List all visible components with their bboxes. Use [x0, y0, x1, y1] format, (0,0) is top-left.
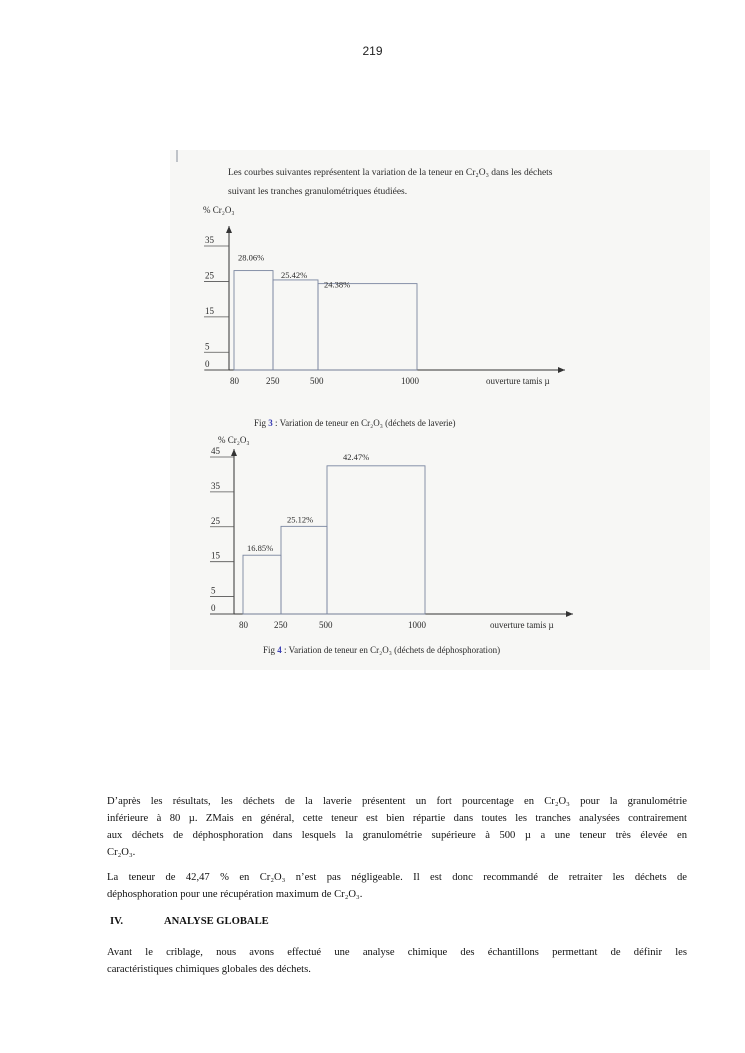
x-tick-label: 250 — [266, 376, 280, 386]
x-tick-label: 500 — [319, 620, 333, 630]
text-line: déphosphoration pour une récupération maximum de Cr₂O₃. — [107, 889, 363, 900]
section-title: ANALYSE GLOBALE — [164, 916, 269, 927]
caption-text: : Variation de teneur en Cr₂O₃ (déchets de laverie) — [272, 418, 456, 428]
y-tick-label: 15 — [211, 550, 220, 561]
y-tick-label: 25 — [211, 515, 220, 526]
y-tick-label: 25 — [205, 270, 214, 281]
text-line: aux déchets de déphosphoration dans lesquels la granulométrie supérieure à 500 µ a une teneur très élevée en — [107, 830, 687, 841]
paragraph-results — [107, 793, 687, 861]
figure-intro-line-2: suivant les tranches granulométriques étudiées. — [228, 187, 408, 197]
y-tick-label: 35 — [211, 480, 220, 491]
text-line: D’après les résultats, les déchets de la laverie présentent un fort pourcentage en Cr₂O₃ pour la granulométrie — [107, 796, 687, 807]
section-number: IV. — [110, 916, 124, 927]
x-tick-label: 1000 — [401, 376, 419, 386]
y-tick-label: 15 — [205, 305, 214, 316]
bar-value-label: 28.06% — [238, 252, 265, 263]
y-axis-arrow — [231, 449, 237, 456]
section-heading — [110, 916, 269, 927]
histogram-bar — [327, 466, 425, 614]
histogram-bar — [243, 555, 281, 614]
y-tick-label: 0 — [205, 359, 210, 369]
bar-value-label: 16.85% — [247, 543, 274, 554]
y-axis-label: % Cr₂O₃ — [203, 205, 235, 215]
y-tick-label: 5 — [205, 341, 210, 352]
x-tick-label: 1000 — [408, 620, 426, 630]
histogram-bar — [281, 526, 327, 614]
y-tick-label: 5 — [211, 585, 216, 596]
paragraph-global-analysis — [107, 944, 687, 978]
x-tick-label: 250 — [274, 620, 288, 630]
x-axis-label: ouverture tamis µ — [490, 620, 554, 630]
y-tick-label: 35 — [205, 235, 214, 245]
paragraph-recommendation — [107, 869, 687, 903]
x-axis-arrow — [566, 611, 573, 617]
x-axis-label: ouverture tamis µ — [486, 376, 550, 386]
bar-value-label: 42.47% — [343, 451, 370, 462]
caption-figure-number: 3 — [268, 418, 273, 428]
figure-intro-line-1: Les courbes suivantes représentent la variation de la teneur en Cr₂O₃ dans les déchets — [228, 168, 553, 178]
text-line: Avant le criblage, nous avons effectué une analyse chimique des échantillons permettant de définir les — [107, 947, 687, 958]
y-tick-label: 0 — [211, 603, 216, 613]
text-line: La teneur de 42,47 % en Cr₂O₃ n’est pas négligeable. Il est donc recommandé de retraiter les déchets de — [107, 872, 687, 883]
bar-value-label: 24.38% — [324, 279, 351, 290]
y-axis-label: % Cr₂O₃ — [218, 435, 250, 445]
x-tick-label: 80 — [230, 376, 239, 386]
bar-value-label: 25.12% — [287, 514, 314, 525]
x-tick-label: 500 — [310, 376, 324, 386]
y-tick-label: 45 — [211, 446, 220, 456]
figure-caption — [263, 645, 500, 655]
text-line: inférieure à 80 µ. ZMais en général, cette teneur est bien répartie dans toutes les tranches analysées contrairement — [107, 813, 687, 824]
text-line: Cr₂O₃. — [107, 847, 136, 858]
caption-prefix: Fig — [263, 645, 278, 655]
caption-figure-number: 4 — [277, 645, 282, 655]
text-line: caractéristiques chimiques globales des déchets. — [107, 964, 311, 975]
caption-text: : Variation de teneur en Cr₂O₃ (déchets de déphosphoration) — [281, 645, 501, 655]
caption-prefix: Fig — [254, 418, 269, 428]
x-tick-label: 80 — [239, 620, 248, 630]
bar-value-label: 25.42% — [281, 269, 308, 280]
page-number: 219 — [362, 44, 383, 58]
